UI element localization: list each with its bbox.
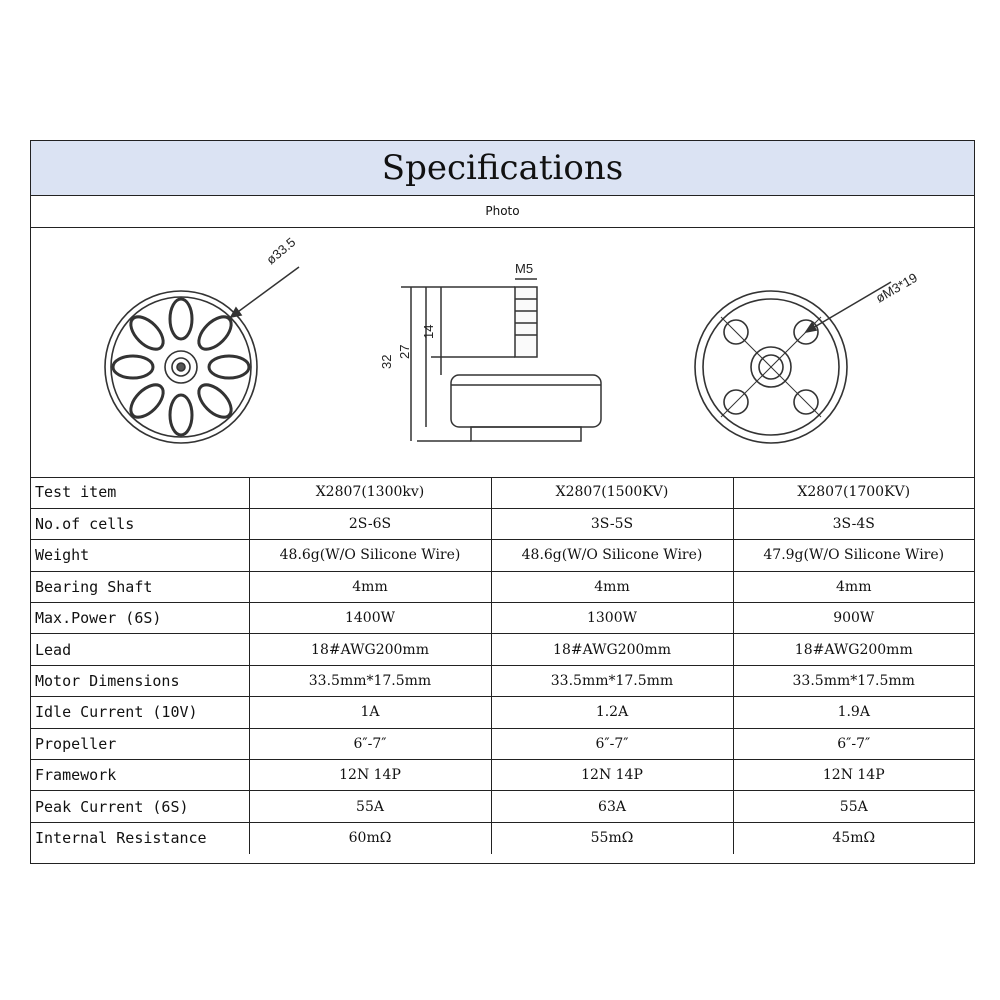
- cell-value: 55A: [249, 791, 491, 822]
- cell-value: 12N 14P: [733, 760, 974, 791]
- height-dim-32: 32: [379, 354, 394, 369]
- cell-value: 12N 14P: [249, 760, 491, 791]
- motor-side-view-drawing: [401, 279, 601, 441]
- table-header-row: [31, 477, 974, 508]
- table-row: [31, 697, 974, 728]
- table-row: [31, 508, 974, 539]
- motor-drawings: [31, 227, 974, 478]
- table-row: [31, 571, 974, 602]
- row-label: Peak Current (6S): [31, 791, 249, 822]
- cell-value: 1.2A: [491, 697, 733, 728]
- table-row: [31, 822, 974, 853]
- row-label: No.of cells: [31, 508, 249, 539]
- table-row: [31, 791, 974, 822]
- cell-value: 900W: [733, 603, 974, 634]
- cell-value: 47.9g(W/O Silicone Wire): [733, 540, 974, 571]
- height-dim-14: 14: [421, 324, 436, 339]
- row-label: Idle Current (10V): [31, 697, 249, 728]
- cell-value: 63A: [491, 791, 733, 822]
- row-label: Max.Power (6S): [31, 603, 249, 634]
- cell-value: 1300W: [491, 603, 733, 634]
- row-label: Internal Resistance: [31, 822, 249, 853]
- table-row: [31, 540, 974, 571]
- row-label: Motor Dimensions: [31, 665, 249, 696]
- table-row: [31, 728, 974, 759]
- row-label: Propeller: [31, 728, 249, 759]
- header-model: X2807(1500KV): [491, 477, 733, 508]
- cell-value: 1400W: [249, 603, 491, 634]
- photo-label: Photo: [31, 195, 974, 228]
- shaft-thread-dim: M5: [515, 261, 534, 276]
- cell-value: 18#AWG200mm: [733, 634, 974, 665]
- cell-value: 48.6g(W/O Silicone Wire): [491, 540, 733, 571]
- cell-value: 6″-7″: [733, 728, 974, 759]
- table-row: [31, 634, 974, 665]
- cell-value: 4mm: [249, 571, 491, 602]
- mount-hole-dim: øM3*19: [873, 269, 920, 306]
- spec-sheet: [30, 140, 975, 864]
- table-row: [31, 665, 974, 696]
- cell-value: 2S-6S: [249, 508, 491, 539]
- cell-value: 1.9A: [733, 697, 974, 728]
- cell-value: 3S-4S: [733, 508, 974, 539]
- cell-value: 60mΩ: [249, 822, 491, 853]
- cell-value: 3S-5S: [491, 508, 733, 539]
- cell-value: 33.5mm*17.5mm: [733, 665, 974, 696]
- cell-value: 12N 14P: [491, 760, 733, 791]
- row-label: Framework: [31, 760, 249, 791]
- header-label: Test item: [31, 477, 249, 508]
- header-model: X2807(1700KV): [733, 477, 974, 508]
- cell-value: 18#AWG200mm: [249, 634, 491, 665]
- cell-value: 6″-7″: [491, 728, 733, 759]
- cell-value: 4mm: [733, 571, 974, 602]
- page-title: Specifications: [31, 141, 974, 196]
- motor-bottom-view-drawing: [695, 282, 891, 443]
- cell-value: 1A: [249, 697, 491, 728]
- header-model: X2807(1300kv): [249, 477, 491, 508]
- spec-table: [31, 477, 974, 854]
- height-dim-27: 27: [397, 344, 412, 359]
- cell-value: 55A: [733, 791, 974, 822]
- cell-value: 6″-7″: [249, 728, 491, 759]
- cell-value: 4mm: [491, 571, 733, 602]
- row-label: Bearing Shaft: [31, 571, 249, 602]
- row-label: Weight: [31, 540, 249, 571]
- row-label: Lead: [31, 634, 249, 665]
- motor-top-view-drawing: [105, 267, 299, 443]
- cell-value: 33.5mm*17.5mm: [491, 665, 733, 696]
- cell-value: 45mΩ: [733, 822, 974, 853]
- cell-value: 33.5mm*17.5mm: [249, 665, 491, 696]
- table-row: [31, 760, 974, 791]
- diameter-dim-left: ø33.5: [263, 234, 299, 268]
- cell-value: 18#AWG200mm: [491, 634, 733, 665]
- cell-value: 48.6g(W/O Silicone Wire): [249, 540, 491, 571]
- cell-value: 55mΩ: [491, 822, 733, 853]
- table-row: [31, 603, 974, 634]
